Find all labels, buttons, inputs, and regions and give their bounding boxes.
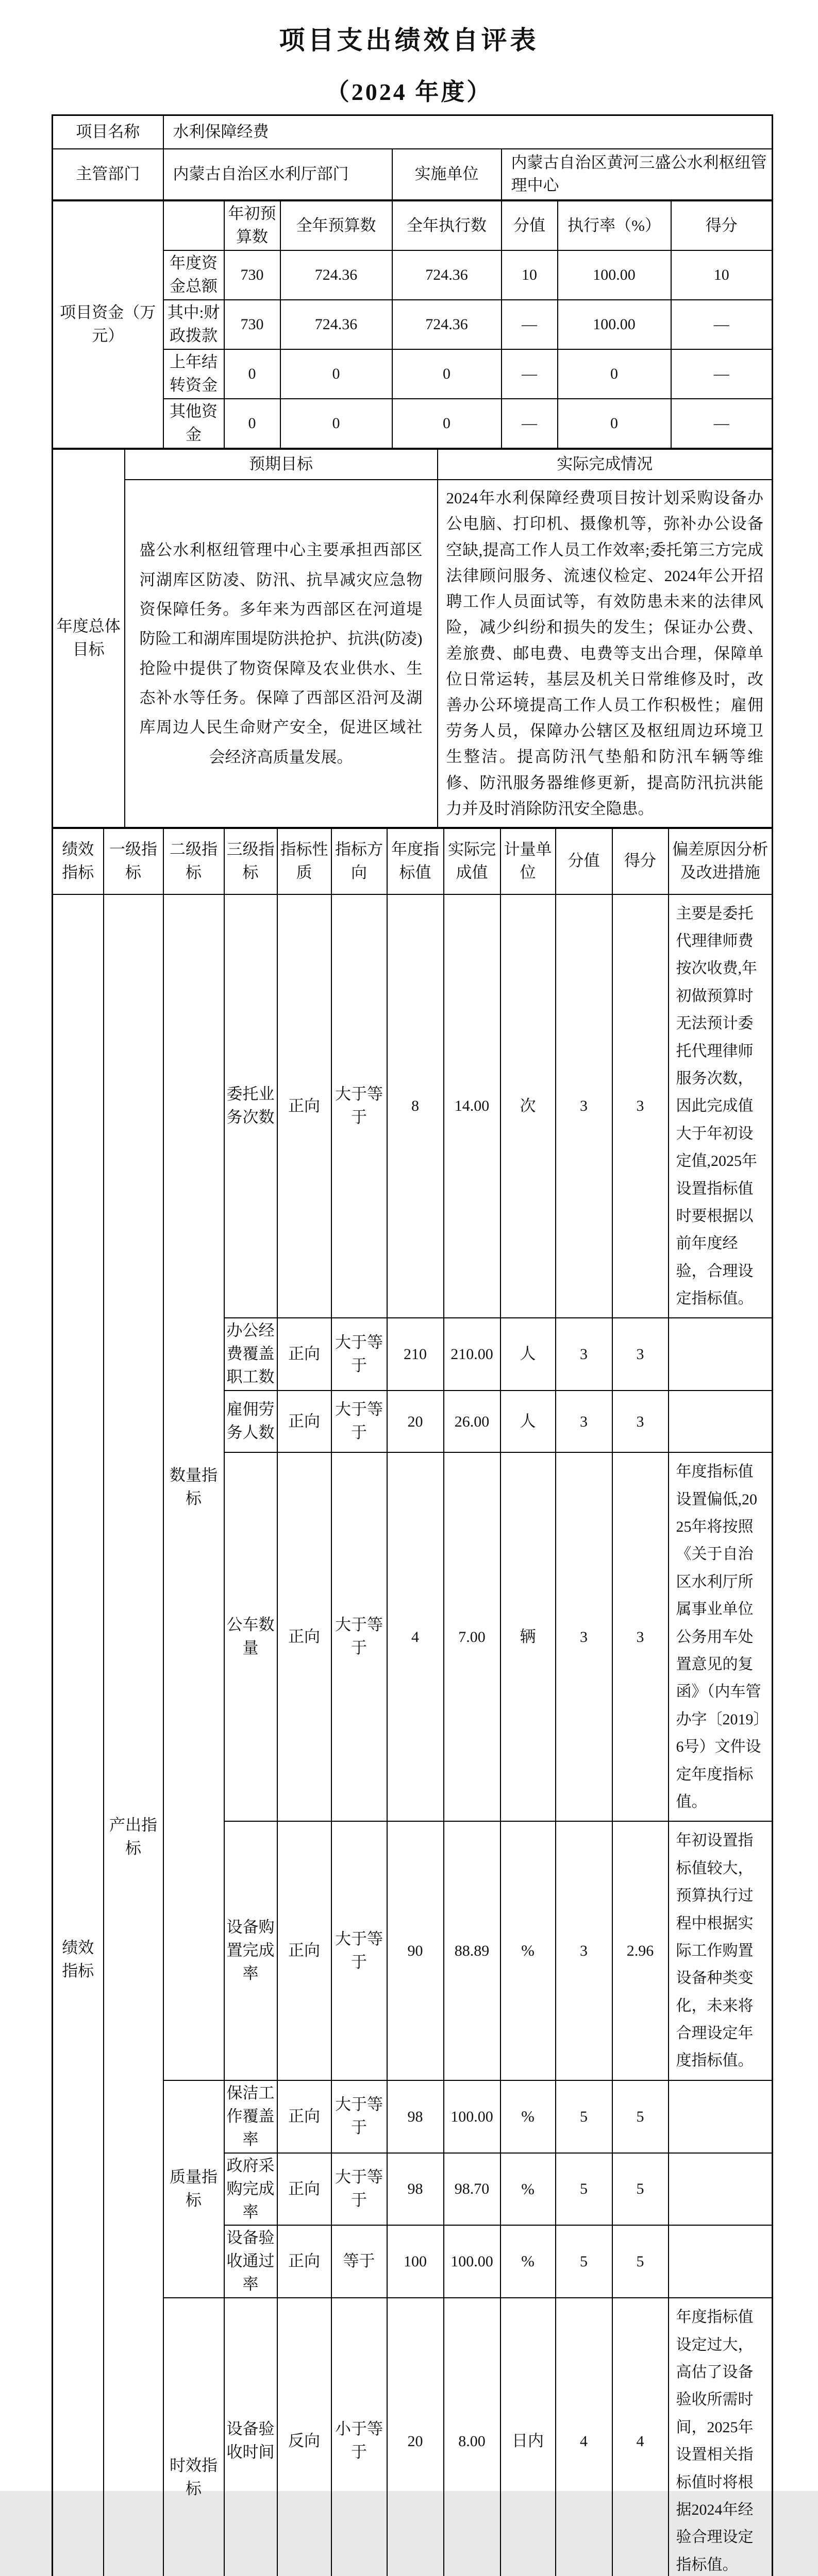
indicator-actual: 7.00 (444, 1452, 500, 1821)
indicator-points: 3 (556, 1391, 612, 1452)
indicator-deviation (669, 1391, 773, 1452)
indicator-actual: 100.00 (444, 2225, 500, 2298)
funding-header-initial: 年初预算数 (224, 201, 280, 250)
funding-cell: 724.36 (280, 250, 392, 300)
form-tables (52, 114, 772, 2576)
indicator-row (53, 894, 773, 1318)
funding-cell: 0 (558, 349, 671, 399)
header-perf: 绩效指标 (53, 828, 104, 894)
indicator-score: 3 (612, 894, 669, 1318)
expected-goal-text: 盛公水利枢纽管理中心主要承担西部区河湖库区防凌、防汛、抗旱减灾应急物资保障任务。多年来为西部区在河道堤防险工和湖库围堤防洪抢护、抗洪(防凌)抢险中提供了物资保障及农业供水、生态补水等任务。保障了西部区沿河及湖库周边人民生命财产安全，促进区域社会经济高质量发展。 (125, 480, 438, 827)
indicator-deviation (669, 2153, 773, 2226)
header-unit: 计量单位 (500, 828, 556, 894)
indicator-actual: 14.00 (444, 894, 500, 1318)
funding-row-label: 年度资金总额 (163, 250, 224, 300)
indicator-points: 3 (556, 894, 612, 1318)
indicator-target: 90 (387, 1821, 444, 2080)
level1-output: 产出指标 (104, 894, 163, 2576)
funding-cell: 10 (671, 250, 773, 300)
info-table (52, 114, 773, 201)
header-nature: 指标性质 (277, 828, 331, 894)
goals-table (52, 448, 773, 828)
indicator-score: 2.96 (612, 1821, 669, 2080)
funding-header-executed: 全年执行数 (392, 201, 502, 250)
indicator-target: 210 (387, 1318, 444, 1391)
indicator-direction: 小于等于 (331, 2298, 387, 2576)
indicator-points: 3 (556, 1318, 612, 1391)
table-row (53, 115, 773, 149)
funding-cell: 0 (280, 399, 392, 448)
funding-cell: 100.00 (558, 300, 671, 349)
indicator-nature: 正向 (277, 2225, 331, 2298)
indicator-deviation (669, 2080, 773, 2153)
indicator-actual: 8.00 (444, 2298, 500, 2576)
indicator-deviation (669, 2225, 773, 2298)
dept-label: 主管部门 (53, 149, 163, 200)
indicator-score: 3 (612, 1452, 669, 1821)
indicator-target: 20 (387, 2298, 444, 2576)
header-score: 得分 (612, 828, 669, 894)
indicator-nature: 正向 (277, 894, 331, 1318)
level2-quality: 质量指标 (163, 2080, 224, 2298)
funding-cell: 724.36 (392, 300, 502, 349)
expected-goal-header: 预期目标 (125, 449, 438, 480)
indicator-unit: 次 (500, 894, 556, 1318)
funding-cell: — (502, 349, 558, 399)
indicator-points: 3 (556, 1821, 612, 2080)
indicator-nature: 反向 (277, 2298, 331, 2576)
funding-cell: 10 (502, 250, 558, 300)
indicator-name: 设备验收时间 (224, 2298, 277, 2576)
indicator-direction: 大于等于 (331, 894, 387, 1318)
funding-cell: — (671, 349, 773, 399)
indicator-points: 5 (556, 2153, 612, 2226)
indicator-actual: 98.70 (444, 2153, 500, 2226)
indicator-unit: % (500, 1821, 556, 2080)
funding-cell: 724.36 (392, 250, 502, 300)
header-direction: 指标方向 (331, 828, 387, 894)
impl-unit-label: 实施单位 (392, 149, 502, 200)
header-target: 年度指标值 (387, 828, 444, 894)
actual-completion-text: 2024年水利保障经费项目按计划采购设备办公电脑、打印机、摄像机等，弥补办公设备空缺,提高工作人员工作效率;委托第三方完成法律顾问服务、流速仪检定、2024年公开招聘工作人员面试等，有效防患未来的法律风险，减少纠纷和损失的发生；保证办公费、差旅费、邮电费、电费等支出合理，保障单位日常运转，基层及机关日常维修及时，改善办公环境提高工作人员工作积极性；雇佣劳务人员，保障办公辖区及枢纽周边环境卫生整洁。提高防汛气垫船和防汛车辆等维修、防汛服务器维修更新，提高防汛抗洪能力并及时消除防汛安全隐患。 (438, 480, 773, 827)
level2-quantity: 数量指标 (163, 894, 224, 2080)
indicator-name: 保洁工作覆盖率 (224, 2080, 277, 2153)
project-name-value: 水利保障经费 (163, 115, 773, 149)
goals-section-label: 年度总体目标 (53, 449, 125, 827)
indicator-score: 3 (612, 1318, 669, 1391)
indicator-direction: 大于等于 (331, 1821, 387, 2080)
indicator-direction: 大于等于 (331, 1391, 387, 1452)
indicator-score: 3 (612, 1391, 669, 1452)
actual-completion-header: 实际完成情况 (438, 449, 773, 480)
indicator-name: 办公经费覆盖职工数 (224, 1318, 277, 1391)
goals-header-row (53, 449, 773, 480)
indicator-unit: % (500, 2153, 556, 2226)
indicator-actual: 100.00 (444, 2080, 500, 2153)
dept-value: 内蒙古自治区水利厅部门 (163, 149, 392, 200)
indicator-deviation (669, 1318, 773, 1391)
indicator-actual: 88.89 (444, 1821, 500, 2080)
funding-row-label: 其他资金 (163, 399, 224, 448)
perf-indicator-label: 绩效指标 (53, 894, 104, 2576)
impl-unit-value: 内蒙古自治区黄河三盛公水利枢纽管理中心 (502, 149, 773, 200)
funding-cell: 724.36 (280, 300, 392, 349)
level2-time: 时效指标 (163, 2298, 224, 2576)
indicator-name: 公车数量 (224, 1452, 277, 1821)
funding-cell: 730 (224, 300, 280, 349)
indicator-nature: 正向 (277, 1821, 331, 2080)
indicator-nature: 正向 (277, 1318, 331, 1391)
indicator-unit: 人 (500, 1318, 556, 1391)
indicator-target: 8 (387, 894, 444, 1318)
indicator-table-page1 (52, 827, 773, 2576)
indicator-target: 4 (387, 1452, 444, 1821)
indicator-name: 政府采购完成率 (224, 2153, 277, 2226)
funding-row-label: 上年结转资金 (163, 349, 224, 399)
indicator-target: 98 (387, 2153, 444, 2226)
indicator-actual: 26.00 (444, 1391, 500, 1452)
funding-header-score: 得分 (671, 201, 773, 250)
header-actual: 实际完成值 (444, 828, 500, 894)
indicator-points: 3 (556, 1452, 612, 1821)
header-points: 分值 (556, 828, 612, 894)
funding-cell: 0 (392, 349, 502, 399)
table-row (53, 149, 773, 200)
indicator-deviation: 年度指标值设置偏低,2025年将按照《关于自治区水利厅所属事业单位公务用车处置意见的复函》（内车管办字〔2019〕6号）文件设定年度指标值。 (669, 1452, 773, 1821)
indicator-score: 5 (612, 2225, 669, 2298)
indicator-direction: 大于等于 (331, 2080, 387, 2153)
funding-section-label: 项目资金（万元） (53, 201, 163, 448)
page-title: 项目支出绩效自评表 (279, 26, 539, 55)
indicator-nature: 正向 (277, 2080, 331, 2153)
indicator-direction: 大于等于 (331, 1318, 387, 1391)
indicator-name: 委托业务次数 (224, 894, 277, 1318)
indicator-score: 5 (612, 2153, 669, 2226)
header-level3: 三级指标 (224, 828, 277, 894)
indicator-deviation: 年度指标值设定过大，高估了设备验收所需时间，2025年设置相关指标值时将根据2024年经验合理设定指标值。 (669, 2298, 773, 2576)
indicator-nature: 正向 (277, 1452, 331, 1821)
indicator-score: 4 (612, 2298, 669, 2576)
funding-header-rate: 执行率（%） (558, 201, 671, 250)
funding-header-budget: 全年预算数 (280, 201, 392, 250)
funding-cell: 730 (224, 250, 280, 300)
indicator-points: 5 (556, 2080, 612, 2153)
indicator-actual: 210.00 (444, 1318, 500, 1391)
funding-cell: — (502, 300, 558, 349)
indicator-unit: % (500, 2080, 556, 2153)
indicator-deviation: 年初设置指标值较大，预算执行过程中根据实际工作购置设备种类变化，未来将合理设定年度指标值。 (669, 1821, 773, 2080)
funding-header-row (53, 201, 773, 250)
indicator-name: 雇佣劳务人数 (224, 1391, 277, 1452)
indicator-direction: 大于等于 (331, 2153, 387, 2226)
funding-cell: 0 (558, 399, 671, 448)
indicator-score: 5 (612, 2080, 669, 2153)
page-subtitle: （2024 年度） (325, 79, 493, 105)
indicator-name: 设备购置完成率 (224, 1821, 277, 2080)
indicator-points: 5 (556, 2225, 612, 2298)
indicator-unit: 辆 (500, 1452, 556, 1821)
header-level2: 二级指标 (163, 828, 224, 894)
funding-table (52, 200, 773, 449)
funding-cell: — (502, 399, 558, 448)
funding-cell: 0 (392, 399, 502, 448)
indicator-target: 100 (387, 2225, 444, 2298)
header-level1: 一级指标 (104, 828, 163, 894)
indicator-unit: 人 (500, 1391, 556, 1452)
funding-cell: — (671, 399, 773, 448)
indicator-deviation: 主要是委托代理律师费按次收费,年初做预算时无法预计委托代理律师服务次数，因此完成值大于年初设定值,2025年设置指标值时要根据以前年度经验，合理设定指标值。 (669, 894, 773, 1318)
project-name-label: 项目名称 (53, 115, 163, 149)
funding-header-points: 分值 (502, 201, 558, 250)
indicator-target: 98 (387, 2080, 444, 2153)
indicator-points: 4 (556, 2298, 612, 2576)
funding-cell: 100.00 (558, 250, 671, 300)
funding-cell: — (671, 300, 773, 349)
indicator-nature: 正向 (277, 2153, 331, 2226)
indicator-unit: 日内 (500, 2298, 556, 2576)
header-deviation: 偏差原因分析及改进措施 (669, 828, 773, 894)
funding-empty-header (163, 201, 224, 250)
indicator-unit: % (500, 2225, 556, 2298)
funding-row-label: 其中:财政拨款 (163, 300, 224, 349)
funding-cell: 0 (280, 349, 392, 399)
funding-cell: 0 (224, 349, 280, 399)
goals-content-row (53, 480, 773, 827)
indicator-direction: 大于等于 (331, 1452, 387, 1821)
funding-cell: 0 (224, 399, 280, 448)
indicator-name: 设备验收通过率 (224, 2225, 277, 2298)
indicator-direction: 等于 (331, 2225, 387, 2298)
indicator-nature: 正向 (277, 1391, 331, 1452)
indicator-target: 20 (387, 1391, 444, 1452)
indicator-header-row (53, 828, 773, 894)
